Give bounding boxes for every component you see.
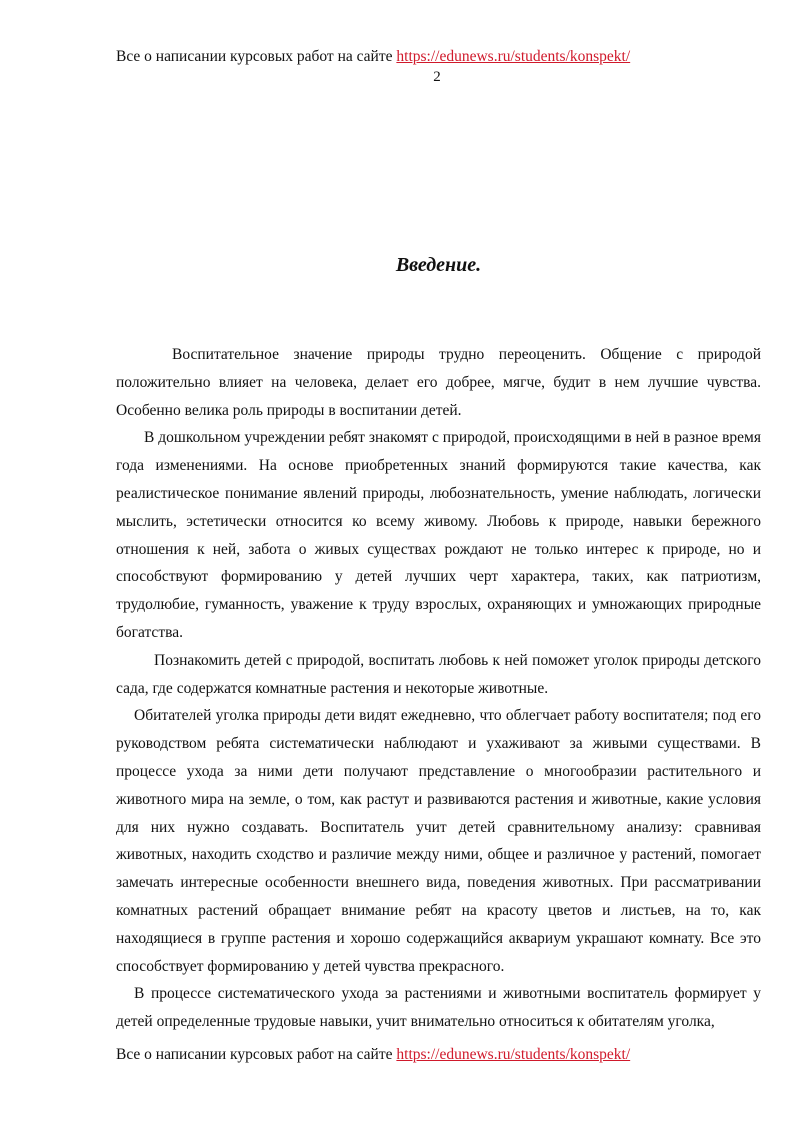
header-text: Все о написании курсовых работ на сайте (116, 48, 397, 65)
footer-text: Все о написании курсовых работ на сайте (116, 1046, 397, 1063)
paragraph: В процессе систематического ухода за растениями и животными воспитатель формирует у детей определенные трудовые навыки, учит внимательно относиться к обитателям уголка, (116, 985, 761, 1031)
section-title: Введение. (395, 254, 482, 276)
footer-site-link[interactable]: https://edunews.ru/students/konspekt/ (396, 1046, 631, 1063)
document-body (116, 341, 761, 1036)
paragraph: Воспитательное значение природы трудно переоценить. Общение с природой положительно влияет на человека, делает его добрее, мягче, будит в нем лучшие чувства. Особенно велика роль природы в воспитании детей. (116, 346, 761, 419)
page-footer (116, 1046, 630, 1064)
paragraph: Обитателей уголка природы дети видят ежедневно, что облегчает работу воспитателя; под его руководством ребята систематически наблюдают и ухаживают за живыми существами. В процессе ухода за ними дети получают представление о многообразии растительного и животного мира на земле, о том, как растут и развиваются растения и животные, какие условия для них нужно создавать. Воспитатель учит детей сравнительному анализу: сравнивая животных, находить сходство и различие между ними, общее и различное у растений, помогает замечать интересные особенности внешнего вида, поведения животных. При рассматривании комнатных растений обращает внимание ребят на красоту цветов и листьев, на то, как находящиеся в группе растения и хорошо содержащийся аквариум украшают комнату. Все это способствует формированию у детей чувства прекрасного. (116, 707, 761, 975)
page-number: 2 (433, 69, 441, 85)
header-site-link[interactable]: https://edunews.ru/students/konspekt/ (396, 48, 631, 65)
page-header (116, 48, 630, 66)
paragraph: Познакомить детей с природой, воспитать любовь к ней поможет уголок природы детского сада, где содержатся комнатные растения и некоторые животные. (116, 651, 761, 697)
paragraph: В дошкольном учреждении ребят знакомят с природой, происходящими в ней в разное время года изменениями. На основе приобретенных знаний формируются такие качества, как реалистическое понимание явлений природы, любознательность, умение наблюдать, логически мыслить, эстетически относится ко всему живому. Любовь к природе, навыки бережного отношения к ней, забота о живых существах рождают не только интерес к природе, но и способствуют формированию у детей лучших черт характера, таких, как патриотизм, трудолюбие, гуманность, уважение к труду взрослых, охраняющих и умножающих природные богатства. (116, 429, 761, 641)
